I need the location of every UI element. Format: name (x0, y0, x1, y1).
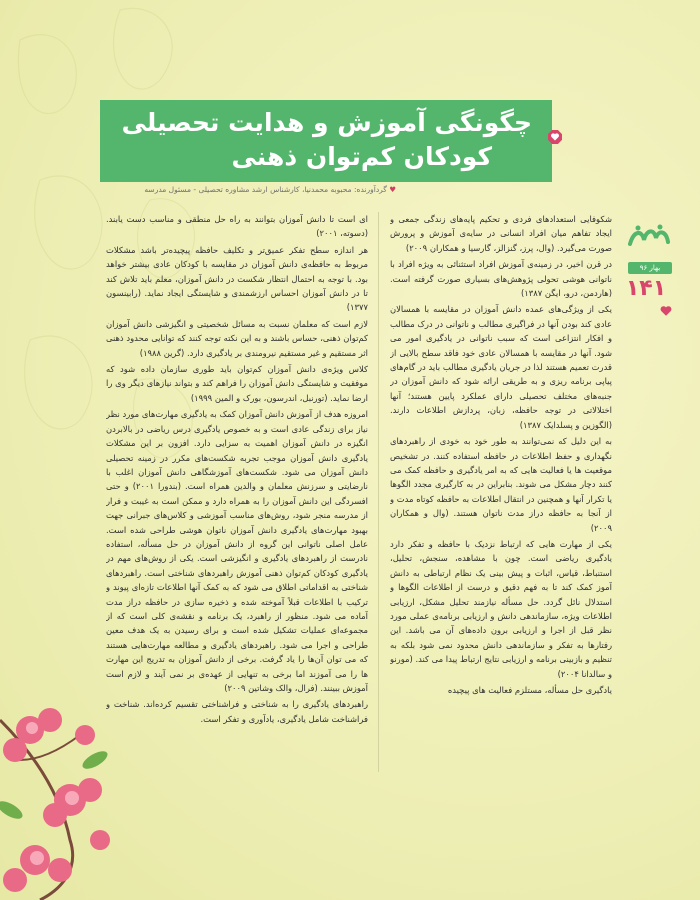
paragraph: هر اندازه سطح تفکر عمیق‌تر و تکلیف حافظه پیچیده‌تر باشد مشکلات مربوط به حافظه‌ی دانش آموزان در مقایسه با کودکان عادی بیشتر خواهد بود. با توجه به احتمال انتظار شکست در دانش آموزان، معلم باید تلاش کند تا در دانش آموزان احساس ارزشمندی و شایستگی ایجاد نماید. (رابینسون ۱۳۷۷) (106, 244, 368, 313)
paragraph: یادگیری حل مسأله، مستلزم فعالیت های پیچیده (447, 685, 612, 695)
magazine-logo (626, 222, 672, 252)
bullet-icon: ♥ (386, 185, 396, 194)
article-column-left (106, 212, 368, 792)
article-title-line-1: چگونگی آموزش و هدایت تحصیلی (121, 108, 532, 137)
paragraph: یکی از ویژگی‌های عمده دانش آموزان در مقایسه با همسالان عادی کند بودن آنها در فراگیری مطالب و ناتوانی در درک مطالب و افکار انتزاعی است که سبب ناتوانی در یادگیری امور می شود. آنها در مقایسه با همسالان عادی خود فاقد سطح بالایی از قدرت تعمیم هستند لذا در جریان یادگیری مطالب باید در گام‌های پیاپی برنامه ریزی و به طریقی ارائه شود که دانش آموزان در جنبه‌های مختلف تحصیلی دارای عملکرد پایین هستند؛ آنها اختلالاتی در توجه حافظه، زبان، پردازش اطلاعات دارند. (الگوزین و پسلدایک ۱۳۸۷) (390, 304, 612, 430)
article-column-right (390, 212, 612, 782)
heart-icon (548, 130, 562, 144)
paragraph: یکی از مهارت هایی که ارتباط نزدیک با حافظه و تفکر دارد یادگیری ریاضی است. چون با مشاهده، سنجش، تحلیل، استنباط، قیاس، اثبات و پیش بینی یک نظام ارتباطی به دانش آموز کمک کند تا به فهم دقیق و درست از اطلاعات الگوها و استدلال نائل گردد. حل مسأله نیازمند تحلیل مشکل، ارزیابی اطلاعات ویژه، سازماندهی دانش و ارزیابی برنامه‌ی عملی مورد نظر قبل از اجرا و ارزیابی برون داده‌های آن می باشد. این رفتارها به تفکر و سازماندهی دانش محدود نمی شود بلکه به تنظیم و بازبینی برنامه و ارزیابی نتایج ارتباط پیدا می کند. (مورنو و سالدانا ۲۰۰۴) (390, 538, 612, 679)
page-number: ۱۴۱ (625, 276, 667, 301)
column-divider (378, 212, 379, 772)
article-title-line-2: کودکان کم‌توان ذهنی (231, 142, 492, 171)
article-title-box (100, 100, 552, 182)
paragraph: ای است تا دانش آموزان بتوانند به راه حل منطقی و مناسب دست یابند. (دسوته، ۲۰۰۱) (106, 214, 368, 239)
paragraph: امروزه هدف از آموزش دانش آموزان کمک به یادگیری مهارت‌های مورد نظر نیاز برای زندگی عادی است و به خصوص یادگیری درس ریاضی در بالابردن انگیزه در دانش آموزان اهمیت به سزایی دارد. افزون بر این مشکلات یادگیری دانش آموزان موجب تجربه شکست‌های مکرر در زمینه تحصیلی دانش آموزان می شود. شکست‌های آموزشگاهی دانش آموزان اغلب با نارضایتی و سرزنش معلمان و والدین همراه است. (بندورا ۲۰۰۱) و حتی افسردگی این دانش آموزان را به همراه دارد و ممکن است به غیبت و فرار از مدرسه منجر شود، روش‌های مناسب آموزشی و کلاس‌های جبرانی جهت بهبود مهارت‌های یادگیری دانش آموزان ناتوان هوشی طراحی شده است. عامل اصلی ناتوانی این گروه از دانش آموزان در حل مسأله، استفاده نادرست از راهبردهای یادگیری و انگیزشی است. یکی از روش‌های مهم در یادگیری کودکان کم‌توان ذهنی آموزش راهبردهای شناختی است. راهبردهای شناختی به اقداماتی اطلاق می شود که به کمک آنها اطلاعات تازه‌ای پیوند و ترکیب با اطلاعات قبلاً آموخته شده و ذخیره سازی در حافظه دراز مدت آماده می شود. منظور از راهبرد، یک برنامه و نقشه‌ی کلی است که از مجموعه‌ای عملیات تشکیل شده است و برای رسیدن به یک هدف معین طراحی و اجرا می شود. راهبردهای یادگیری و مطالعه مهارت‌هایی هستند که می توان آن‌ها را یاد گرفت. برخی از دانش آموزان به تدریج این مهارت ها را می آموزند اما برخی به تنهایی از عهده‌ی بر نمی آیند و لازم است آموزش ببینند. (فرال، والک وشاتین ۲۰۰۹) (106, 409, 368, 693)
author-byline (96, 185, 396, 194)
paragraph: لازم است که معلمان نسبت به مسائل شخصیتی و انگیزشی دانش آموزان کم‌توان ذهنی، حساس باشند و به این نکته توجه کنند که توانایی محدود ذهنی اثر مستقیم و غیر مستقیم نیرومندی بر یادگیری دارد. (گرین ۱۹۸۸) (106, 318, 368, 358)
author-byline-text: گردآورنده: محبوبه محمدنیا، کارشناس ارشد مشاوره تحصیلی - مسئول مدرسه (144, 185, 387, 194)
paragraph: شکوفایی استعدادهای فردی و تحکیم پایه‌های زندگی جمعی و ایجاد تفاهم میان افراد انسانی در سایه‌ی آموزش و پرورش صورت می‌گیرد. (وال، پرز، گنزالز، گارسیا و همکاران ۲۰۰۹) (390, 214, 612, 253)
issue-date: بهار ۹۶ (628, 262, 672, 274)
heart-icon (660, 305, 672, 317)
paragraph: راهبردهای یادگیری را به شناختی و فراشناختی تقسیم کرده‌اند. شناخت و فراشناخت شامل یادگیری، یادآوری و تفکر است. (106, 699, 368, 724)
paragraph: به این دلیل که نمی‌توانند به طور خود به خودی از راهبردهای نگهداری و حفظ اطلاعات در حافظه استفاده کنند. در تشخیص موقعیت ها یا فعالیت هایی که به امر یادگیری و حافظه کمک می کنند دچار مشکل می شوند. بنابراین در به کارگیری مجدد الگوها یا تکرار آنها و همچنین در انتقال اطلاعات به حافظه کوتاه مدت و از آنجا به حافظه دراز مدت ناتوان هستند. (وال و همکاران ۲۰۰۹) (390, 436, 612, 533)
paragraph: کلاس ویژه‌ی دانش آموزان کم‌توان باید طوری سازمان داده شود که موفقیت و شایستگی دانش آموزان را فراهم کند و بتواند نیازهای دیگر وی را ارضا نماید. (تورنبل، اندرسون، بورک و المین ۱۹۹۹) (106, 364, 368, 403)
paragraph: در قرن اخیر، در زمینه‌ی آموزش افراد استثنائی به ویژه افراد با ناتوانی هوشی تحولی پژوهش‌های بسیاری صورت گرفته است. (هاردمن، درو، ایگن ۱۳۸۷) (390, 259, 612, 299)
